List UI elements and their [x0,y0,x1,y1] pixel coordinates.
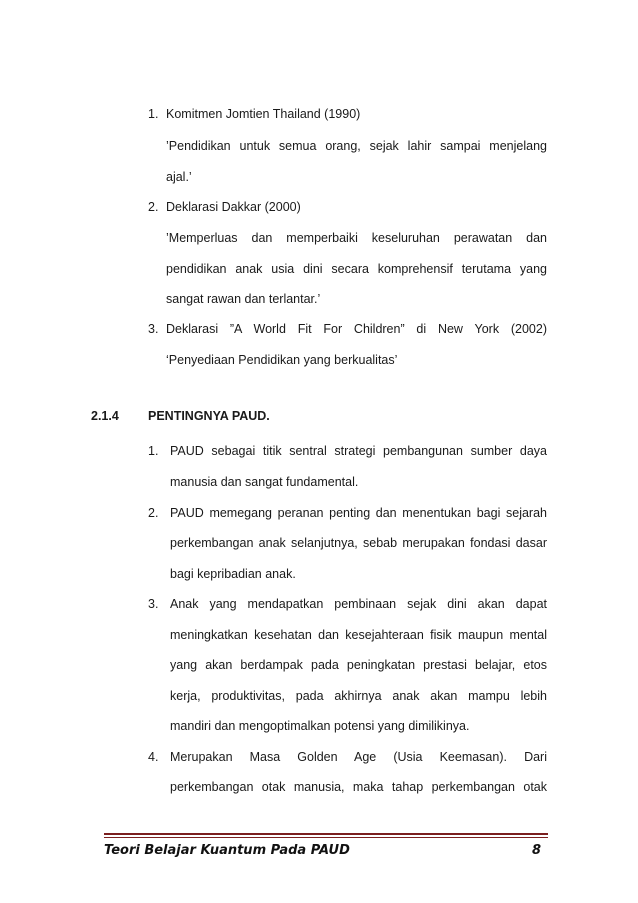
list-b-number: 4. [148,750,159,764]
quote-line: pendidikan anak usia dini secara komprehensif terutama yang [166,262,547,276]
section-title: PENTINGNYA PAUD. [148,409,270,423]
paragraph-line: perkembangan anak selanjutnya, sebab merupakan fondasi dasar [170,536,547,550]
list-b-number: 1. [148,444,159,458]
paragraph-line: PAUD sebagai titik sentral strategi pembangunan sumber daya [170,444,547,458]
paragraph-line: meningkatkan kesehatan dan kesejahteraan fisik maupun mental [170,628,547,642]
footer-divider [104,833,548,835]
quote-line: sangat rawan dan terlantar.’ [166,292,321,306]
quote-line: ‘Penyediaan Pendidikan yang berkualitas’ [166,353,398,367]
list-b-number: 2. [148,506,159,520]
paragraph-line: yang akan berdampak pada peningkatan prestasi belajar, etos [170,658,547,672]
footer-title: Teori Belajar Kuantum Pada PAUD [104,843,350,858]
paragraph-line: manusia dan sangat fundamental. [170,475,359,489]
list-a-number: 2. [148,200,159,214]
list-a-number: 1. [148,107,159,121]
paragraph-line: mandiri dan mengoptimalkan potensi yang dimilikinya. [170,719,470,733]
section-number: 2.1.4 [91,409,119,423]
paragraph-line: kerja, produktivitas, pada akhirnya anak akan mampu lebih [170,689,547,703]
quote-line: ajal.’ [166,170,192,184]
paragraph-line: Anak yang mendapatkan pembinaan sejak dini akan dapat [170,597,547,611]
list-a-title: Deklarasi Dakkar (2000) [166,200,301,214]
paragraph-line: perkembangan otak manusia, maka tahap perkembangan otak [170,780,547,794]
paragraph-line: Merupakan Masa Golden Age (Usia Keemasan). Dari [170,750,547,764]
quote-line: ’Pendidikan untuk semua orang, sejak lahir sampai menjelang [166,139,547,153]
page-number: 8 [532,843,542,858]
list-a-title: Deklarasi ”A World Fit For Children” di New York (2002) [166,322,547,336]
paragraph-line: bagi kepribadian anak. [170,567,296,581]
list-a-title: Komitmen Jomtien Thailand (1990) [166,107,361,121]
list-b-number: 3. [148,597,159,611]
footer-divider [104,837,548,838]
quote-line: ’Memperluas dan memperbaiki keseluruhan perawatan dan [166,231,547,245]
list-a-number: 3. [148,322,159,336]
paragraph-line: PAUD memegang peranan penting dan menentukan bagi sejarah [170,506,547,520]
